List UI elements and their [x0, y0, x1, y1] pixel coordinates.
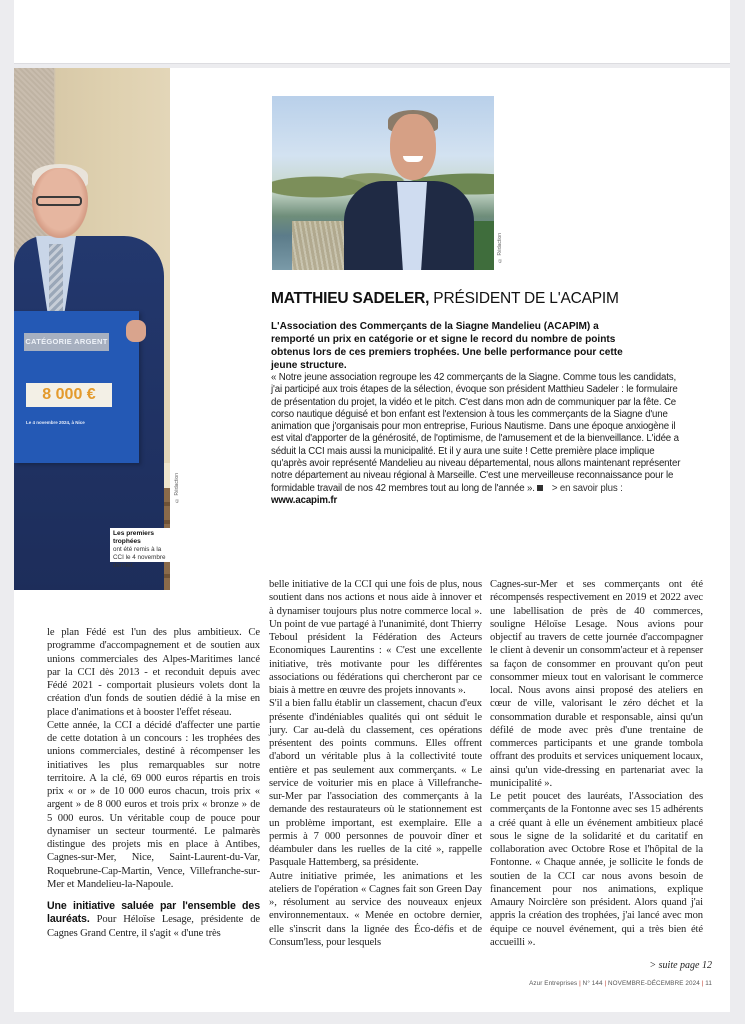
paragraph-text: Pour Héloïse Lesage, présidente de Cagnes Grand Centre, il s'agit « d'une très	[47, 914, 260, 939]
paragraph: belle initiative de la CCI qui une fois de plus, nous soutient dans nos actions et nous aide à innover et à dynamiser toujours plus notre commerce local ». Un point de vue partagé à l'unanimité, dont Thierry Teboul président la Fédération des Acteurs Economiques Laurentins : « C'est une excellente initiative, très motivante pour les différentes associations ou fédérations qui chercheront par ce biais à mettre en œuvre des projets innovants ».	[269, 579, 482, 696]
paragraph: Cagnes-sur-Mer et ses commerçants ont été récompensés respectivement en 2019 et 2022 avec une labellisation de près de 40 commerces, souligne Héloïse Lesage. Nous avions pour objectif au travers de cette journée d'accompagner le client à devenir un consomm'acteur et à repenser sa façon de consommer en prouvant qu'on peut consommer mieux tout en valorisant le commerce local. Nous avons ainsi proposé des ateliers en cœur de ville, valorisant le zéro déchet et la consommation durable et responsable, ainsi qu'un défilé de mode avec près d'une trentaine de commerces participants et une grande tombola offrant des produits et services uniquement locaux, ainsi qu'un vide-dressing en partenariat avec la municipalité ».	[490, 579, 703, 789]
man-tie	[49, 244, 63, 314]
photo-credit-right: © Rédaction	[497, 233, 503, 263]
separator: |	[577, 980, 583, 987]
man-hand	[126, 320, 146, 342]
caption-title: Les premiers trophées	[113, 530, 155, 545]
page-footer	[474, 980, 712, 987]
paragraph: le plan Fédé est l'un des plus ambitieux. Ce programme d'accompagnement et de soutien aux unions commerciales des Alpes-Maritimes lancé par la CCI dès 2013 - et reconduit depuis avec Fédé 2021 - comportait plusieurs volets dont la création d'un fonds de soutien dédié à la mise en place d'animations et à booster l'effet réseau.	[47, 627, 260, 718]
page-number: 11	[705, 980, 712, 987]
quote-text: « Notre jeune association regroupe les 42 commerçants de la Siagne. Comme tous les candidats, j'ai participé aux trois étapes de la sélection, évoque son président Matthieu Sadeler : le formulaire de présentation du projet, la vidéo et le pitch. C'est dans mon adn de communiquer par la fête. Ce corso nautique déguisé et bon enfant est l'extension à tous les commerçants de la Siagne d'une animation que j'organisais pour mon entreprise, Furious Nautisme. Dans une époque anxiogène il est vital d'apporter de la générosité, de l'optimisme, de l'amusement et de la bienveillance. L'idée a séduit la CCI mais aussi la municipalité. Et il y aura une suite ! Cette première place implique qu'après avoir représenté Mandelieu au niveau départemental, nous allons maintenant représenter notre département au niveau régional à Marseille. C'est une merveilleuse reconnaissance pour le formidable travail de nos 42 membres tout au long de l'année ».	[271, 372, 681, 494]
acapim-link[interactable]: www.acapim.fr	[271, 494, 338, 506]
man-smile	[403, 156, 423, 162]
portrait-photo	[272, 96, 494, 270]
sidebar-quote	[271, 372, 681, 507]
sidebar-headline	[271, 290, 731, 308]
sidebar-lead: L'Association des Commerçants de la Siagne Mandelieu (ACAPIM) a remporté un prix en catégorie or et signe le record du nombre de points obtenus lors de ces premiers trophées. Une belle performance pour cette jeune structure.	[271, 321, 623, 371]
man-head	[390, 114, 436, 180]
paragraph: S'il a bien fallu établir un classement, chacun d'eux présente d'indéniables qualités qui ont séduit le jury. Car au-delà du classement, ces opérations présentent des points communs. Elles offrent d'abord un véritable plus à la collectivité toute entière et pas seulement aux commerçants. « Le service de voiturier mis en place à Villefranche-sur-Mer par l'association des commerçants à la demande des restaurateurs où le stationnement est un problème important, est exemplaire. Elle a permis à 7 000 personnes de pouvoir dîner et déambuler dans les ruelles de la cité », rappelle Pasquale Hattemberg, sa présidente.	[269, 698, 482, 869]
board-category: CATÉGORIE ARGENT	[24, 333, 109, 351]
more-info-label: > en savoir plus :	[551, 482, 623, 494]
previous-page-strip	[14, 0, 730, 64]
board-date: Le 4 novembre 2024, à Nice	[26, 420, 85, 425]
paragraph: Autre initiative primée, les animations et les ateliers de l'opération « Cagnes fait son Green Day », résolument au service des nouveaux enjeux environnementaux. « Menée en octobre dernier, elle s'inscrit dans la lignée des Éco-défis et de Consum'less, pour lesquels	[269, 870, 482, 948]
board-amount: 8 000 €	[26, 383, 112, 407]
person-name: MATTHIEU SADELER,	[271, 290, 430, 307]
subheading: Une initiative saluée par l'ensemble des lauréats.	[47, 900, 260, 926]
publication-name: Azur Entreprises	[529, 980, 578, 987]
paragraph: Le petit poucet des lauréats, l'Association des commerçants de la Fontonne avec ses 15 adhérents a créé quant à elle un événement ambitieux placé sous le signe de la solidarité et du caritatif en collaboration avec Octobre Rose et l'hôpital de la Fontonne. « Chaque année, je sollicite le fonds de soutien de la CCI car nous avons besoin de financement pour nos animations, explique Amaury Noirclère son président. Alors quand j'ai appris la création des trophées, j'ai lancé avec mon équipe ce nouvel événement, qui a très bien été accueilli ».	[490, 791, 703, 948]
trophy-photo	[14, 68, 170, 590]
issue-period: NOVEMBRE-DÉCEMBRE 2024	[608, 980, 700, 987]
article-column-3	[490, 578, 703, 949]
paragraph: Cette année, la CCI a décidé d'affecter une partie de cette dotation à un concours : les trophées des unions commerciales, destiné à récompenser les initiatives les plus remarquables sur notre territoire. A la clé, 69 000 euros répartis en trois prix « or » de 10 000 euros chacun, trois prix « argent » de 8 000 euros et trois prix « bronze » de 5 000 euros. Un véritable coup de pouce pour dynamiser un secteur tourmenté. Le palmarès distingue des projets mis en place à Antibes, Cagnes-sur-Mer, Nice, Saint-Laurent-du-Var, Roquebrune-Cap-Martin, Vence, Villefranche-sur-Mer et Mandelieu-la-Napoule.	[47, 719, 260, 890]
article-column-1	[47, 626, 260, 940]
prize-board	[14, 311, 139, 463]
caption-text: ont été remis à la CCI le 4 novembre dernier.	[113, 546, 166, 569]
person-role: PRÉSIDENT DE L'ACAPIM	[429, 290, 619, 307]
continued-link[interactable]: > suite page 12	[649, 960, 712, 971]
photo-caption	[110, 528, 170, 569]
glasses-icon	[36, 196, 82, 206]
magazine-page	[14, 68, 730, 1012]
article-column-2	[269, 578, 482, 949]
photo-credit-left: © Rédaction	[174, 473, 180, 503]
end-mark-icon	[537, 485, 543, 491]
paragraph	[47, 900, 260, 940]
separator: |	[602, 980, 609, 987]
issue-number: N° 144	[582, 980, 603, 987]
separator: |	[699, 980, 706, 987]
